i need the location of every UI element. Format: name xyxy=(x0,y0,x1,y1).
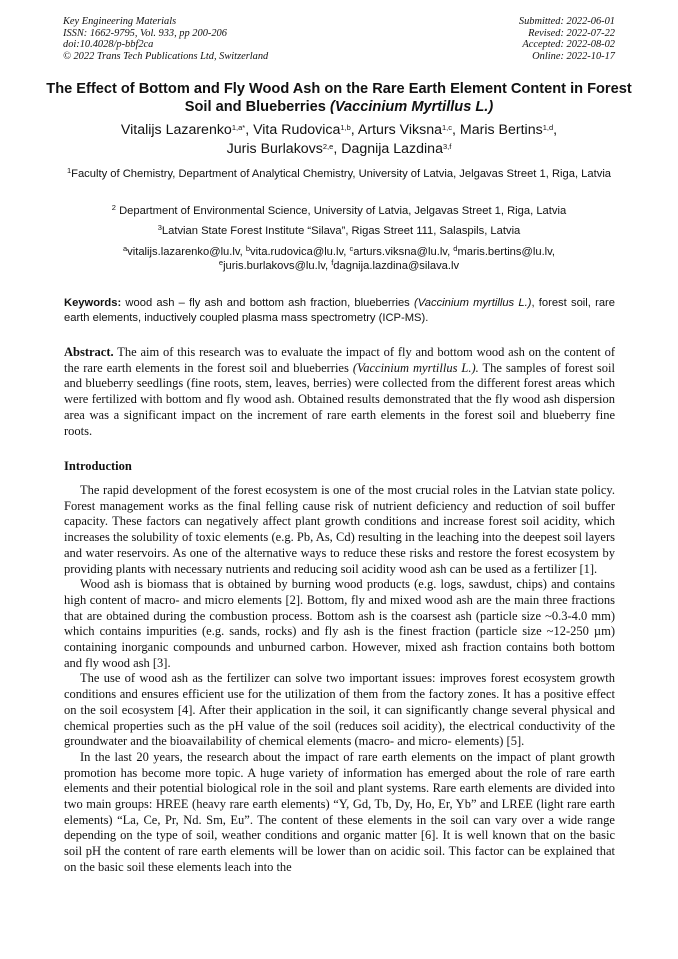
article-doi[interactable]: doi:10.4028/p-bbf2ca xyxy=(63,39,154,51)
author-name: Vita Rudovica xyxy=(253,122,341,138)
email-link[interactable]: dagnija.lazdina@silava.lv xyxy=(333,260,460,273)
author-separator: , xyxy=(245,122,254,138)
author-affiliation-mark: 2,e xyxy=(322,141,334,151)
email-link[interactable]: maris.bertins@lu.lv, xyxy=(457,246,556,258)
affiliation-1 xyxy=(50,166,628,182)
title-species: (Vaccinium Myrtillus L.) xyxy=(329,98,494,115)
affiliation-number: 2 xyxy=(111,203,116,212)
accepted-date: Accepted: 2022-08-02 xyxy=(522,39,615,51)
paper-title xyxy=(40,81,638,116)
keywords-section xyxy=(64,296,615,325)
author-name: Dagnija Lazdina xyxy=(341,140,443,157)
affiliation-text: Department of Environmental Science, University of Latvia, Jelgavas Street 1, Riga, Latvia xyxy=(115,205,567,217)
copyright-notice: © 2022 Trans Tech Publications Ltd, Switzerland xyxy=(63,50,269,62)
author-affiliation-mark: 1,a* xyxy=(231,123,246,132)
title-main: The Effect of Bottom and Fly Wood Ash on the Rare Earth Element Content in Forest Soil and Blueberries xyxy=(46,81,632,115)
revised-date: Revised: 2022-07-22 xyxy=(528,27,615,39)
journal-issn: ISSN: 1662-9795, Vol. 933, pp 200-206 xyxy=(63,27,227,39)
email-mark: b xyxy=(245,244,251,253)
email-mark: a xyxy=(122,244,128,253)
keywords-species: (Vaccinium myrtillus L.) xyxy=(413,297,532,309)
abstract-section xyxy=(64,345,615,439)
abstract-text: The aim of this research was to evaluate the impact of fly and bottom wood ash on the content of the rare earth elements in the forest soil and blueberries xyxy=(64,345,615,375)
submitted-date: Submitted: 2022-06-01 xyxy=(518,16,615,27)
email-mark: e xyxy=(218,258,224,268)
author-name: Juris Burlakovs xyxy=(226,140,323,157)
author-affiliation-mark: 1,d xyxy=(542,123,554,132)
email-link[interactable]: vita.rudovica@lu.lv, xyxy=(250,246,350,258)
author-affiliation-mark: 1,c xyxy=(442,123,453,132)
introduction-body xyxy=(64,483,615,876)
email-list xyxy=(50,245,628,274)
paragraph: The use of wood ash as the fertilizer can solve two important issues: improves forest ecosystem growth conditions and ensures efficient use for the utilization of them from the factory zones. It has a positive effect on the soil ecosystem [4]. After their application in the soil, it can significantly change several physical and chemical properties such as the pH value of the soil (reduces soil acidity), the electrical conductivity of the groundwater and the bioavailability of chemical elements (macro- and micro- elements) [5]. xyxy=(64,671,615,749)
affiliation-number: 3 xyxy=(157,223,162,232)
email-mark: f xyxy=(331,258,334,268)
author-name: Arturs Viksna xyxy=(357,122,443,138)
journal-header xyxy=(63,16,268,62)
author-affiliation-mark: 3,f xyxy=(442,141,452,151)
author-name: Maris Bertins xyxy=(459,122,543,138)
affiliation-3 xyxy=(50,223,628,239)
author-affiliation-mark: 1,b xyxy=(340,123,351,132)
email-link[interactable]: juris.burlakovs@lu.lv, xyxy=(223,260,332,273)
author-separator: , xyxy=(452,122,460,138)
paragraph: In the last 20 years, the research about the impact of rare earth elements on the impact of plant growth promotion has become more topic. A huge variety of information has emerged about the role of rare earth elements and their potential biological role in the soil and plant systems. Rare earth elements are divided into two main groups: HREE (heavy rare earth elements) “Y, Gd, Tb, Dy, Ho, Er, Yb” and LREE (light rare earth elements) “La, Ce, Pr, Nd. Sm, Eu”. The content of these elements in the soil can vary over a wide range depending on the type of soil, weather conditions and organic matter [6]. It is well known that on the basic soil pH the content of rare earth elements will be lower than on acidic soil. This factor can be explained that on the basic soil these elements leach into the xyxy=(64,749,615,874)
email-link[interactable]: vitalijs.lazarenko@lu.lv, xyxy=(127,246,246,258)
email-link[interactable]: arturs.viksna@lu.lv, xyxy=(353,246,454,258)
affiliation-text: Latvian State Forest Institute “Silava”, Rigas Street 111, Salaspils, Latvia xyxy=(161,225,521,237)
keywords-text-rest: , forest soil, rare earth elements, inductively coupled plasma mass spectrometry (ICP-MS). xyxy=(64,297,615,324)
paragraph: The rapid development of the forest ecosystem is one of the most crucial roles in the Latvian state policy. Forest management works as the final felling cause risk of nutrient deficiency and reduction of soil buffer capacity. These factors can negatively affect plant growth conditions and increase forest soil acidity, which increases the solubility of toxic elements (e.g. Pb, As, Cd) resulting in the leaching into the deepest soil layers and water reservoirs. As one of the alternative ways to reduce these risks and restore the forest ecosystem by providing plants with necessary nutrients and reducing soil acidity wood ash can be used as a fertilizer [1]. xyxy=(64,483,615,576)
keywords-text: wood ash – fly ash and bottom ash fraction, blueberries xyxy=(121,297,414,309)
affiliation-text: Faculty of Chemistry, Department of Analytical Chemistry, University of Latvia, Jelgavas Street 1, Riga, Latvia xyxy=(71,168,612,180)
abstract-text-rest: The samples of forest soil and blueberry seedlings (fine roots, stem, leaves, berries) were collected from the different forest areas which were fertilized with bottom and fly wood ash. Obtained results demonstrated that the fly wood ash dispersion area was a significant impact on the increment of rare earth elements in the forest soil and blueberry fine roots. xyxy=(64,360,615,438)
email-mark: d xyxy=(453,244,458,253)
publication-dates xyxy=(519,16,615,62)
author-separator: , xyxy=(333,140,342,157)
keywords-label: Keywords: xyxy=(64,297,122,309)
author-list xyxy=(40,121,638,158)
paragraph: Wood ash is biomass that is obtained by burning wood products (e.g. logs, sawdust, chips) and contains high content of macro- and micro elements [2]. Bottom, fly and mixed wood ash are the main three fractions that are obtained during the combustion process. Bottom ash is the coarsest ash (particle size ~0.3-4.0 mm) which contains impurities (e.g. sands, rocks) and fly ash is the finest fraction (particle size ~12-250 µm) containing inorganic compounds and unburned carbon. However, mixed ash fraction contains both bottom and fly wood ash [3]. xyxy=(64,577,615,670)
affiliation-number: 1 xyxy=(66,166,72,175)
email-mark: c xyxy=(349,244,354,253)
abstract-species: (Vaccinium myrtillus L.). xyxy=(352,360,479,375)
online-date: Online: 2022-10-17 xyxy=(532,50,615,62)
author-separator: , xyxy=(553,122,558,138)
affiliation-2 xyxy=(50,203,628,219)
abstract-label: Abstract. xyxy=(64,345,114,359)
author-separator: , xyxy=(350,122,358,138)
introduction-heading: Introduction xyxy=(64,459,132,473)
author-name: Vitalijs Lazarenko xyxy=(120,122,232,138)
journal-name: Key Engineering Materials xyxy=(63,16,177,27)
